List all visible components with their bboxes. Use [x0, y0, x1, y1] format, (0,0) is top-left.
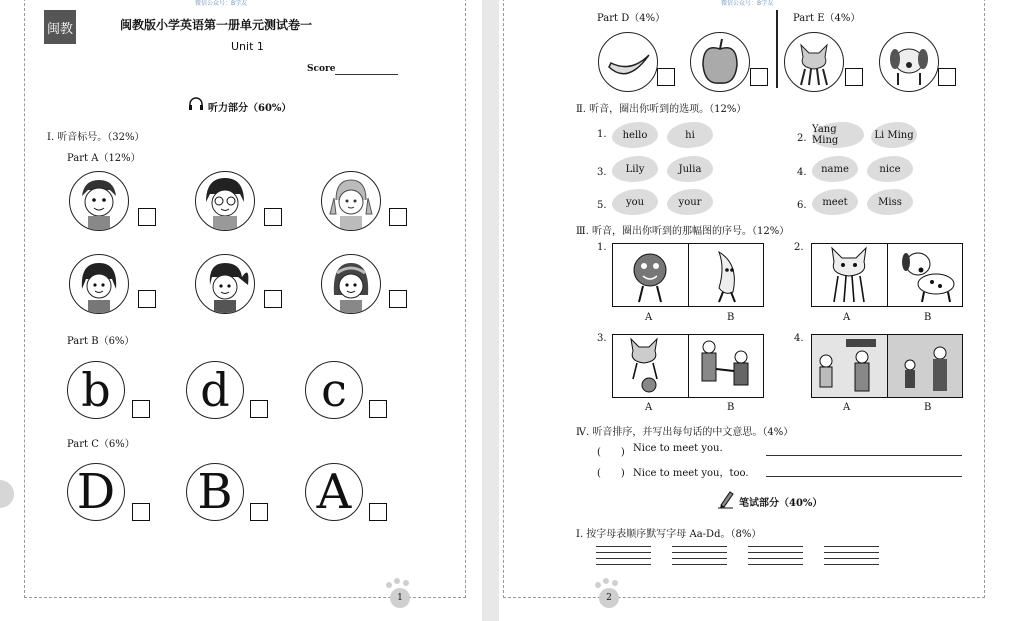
question-3-title: Ⅲ. 听音，圈出你听到的那幅图的序号。（12%）: [576, 226, 790, 237]
unit-title: Unit 1: [231, 40, 264, 53]
cat-picture[interactable]: [812, 244, 888, 306]
choice-option[interactable]: Lily: [612, 156, 658, 182]
item-number: 2.: [794, 242, 804, 253]
logo-text: 闽教: [44, 10, 76, 44]
pencil-icon: [717, 489, 735, 513]
choice-option[interactable]: hi: [667, 122, 713, 148]
girl-ponytail-picture: [195, 254, 255, 314]
item-number: 6.: [797, 200, 807, 211]
choice-option[interactable]: you: [612, 189, 658, 215]
answer-box[interactable]: [845, 68, 863, 86]
letter-circle: A: [305, 463, 363, 521]
option-b-label: B: [924, 402, 932, 413]
part-c-title: Part C（6%）: [67, 439, 135, 450]
handwriting-lines[interactable]: [672, 546, 727, 570]
choice-option[interactable]: name: [812, 156, 858, 182]
item-number: 4.: [797, 167, 807, 178]
letter-circle: B: [186, 463, 244, 521]
page-number: 1: [390, 588, 410, 608]
header-watermark: 微信公众号：B学友: [195, 0, 248, 7]
girl-with-pigtails-picture: [321, 171, 381, 231]
option-b-label: B: [924, 312, 932, 323]
choice-option[interactable]: Yang Ming: [812, 122, 864, 148]
classroom-scene-picture[interactable]: [812, 335, 888, 397]
answer-line[interactable]: [766, 476, 962, 477]
choice-option[interactable]: nice: [867, 156, 913, 182]
cat-with-apple-picture[interactable]: [613, 335, 689, 397]
question-4-title: Ⅳ. 听音排序，并写出每句话的中文意思。（4%）: [576, 427, 794, 438]
score-line: [335, 74, 398, 75]
paw-decoration: [612, 580, 618, 586]
worksheet-page-1: [0, 0, 482, 621]
letter-circle: c: [305, 361, 363, 419]
part-d-title: Part D（4%）: [597, 13, 666, 24]
answer-box[interactable]: [938, 68, 956, 86]
answer-box[interactable]: [138, 208, 156, 226]
item-number: 3.: [597, 167, 607, 178]
cat-picture: [784, 32, 844, 92]
option-a-label: A: [843, 312, 851, 323]
option-b-label: B: [727, 312, 735, 323]
paw-decoration: [403, 580, 409, 586]
choice-option[interactable]: your: [667, 189, 713, 215]
answer-box[interactable]: [750, 68, 768, 86]
worksheet-page-2: [499, 0, 1016, 621]
option-b-label: B: [727, 402, 735, 413]
part-a-title: Part A（12%）: [67, 153, 141, 164]
paw-decoration: [386, 582, 392, 588]
boy-face-picture: [69, 171, 129, 231]
option-a-label: A: [645, 312, 653, 323]
item-number: 1.: [597, 242, 607, 253]
writing-section-title: 笔试部分（40%）: [739, 498, 823, 509]
answer-box[interactable]: [389, 290, 407, 308]
answer-box[interactable]: [250, 400, 268, 418]
score-label: Score: [307, 64, 336, 74]
picture-pair: [612, 334, 764, 398]
question-1-title: Ⅰ. 听音标号。（32%）: [47, 132, 145, 143]
answer-box[interactable]: [369, 503, 387, 521]
girl-headband-picture: [321, 254, 381, 314]
dog-picture: [879, 32, 939, 92]
banana-picture: [598, 32, 658, 92]
choice-option[interactable]: Julia: [667, 156, 713, 182]
answer-box[interactable]: [250, 503, 268, 521]
option-a-label: A: [843, 402, 851, 413]
order-bracket[interactable]: ( ): [597, 447, 625, 458]
people-shaking-hands-picture[interactable]: [689, 335, 763, 397]
handwriting-lines[interactable]: [824, 546, 879, 570]
part-b-title: Part B（6%）: [67, 336, 135, 347]
paw-decoration: [603, 578, 609, 584]
apple-picture: [690, 32, 750, 92]
handwriting-lines[interactable]: [748, 546, 803, 570]
divider: [776, 10, 778, 88]
letter-circle: d: [186, 361, 244, 419]
banana-character-picture[interactable]: [689, 244, 763, 306]
headphones-icon: [188, 96, 204, 115]
sentence-text: Nice to meet you.: [633, 443, 723, 454]
choice-option[interactable]: Miss: [867, 189, 913, 215]
answer-box[interactable]: [657, 68, 675, 86]
answer-box[interactable]: [132, 503, 150, 521]
item-number: 2.: [797, 133, 807, 144]
page-title: 闽教版小学英语第一册单元测试卷一: [120, 18, 313, 32]
handwriting-lines[interactable]: [596, 546, 651, 570]
item-number: 3.: [597, 333, 607, 344]
question-2-title: Ⅱ. 听音，圈出你听到的选项。（12%）: [576, 104, 747, 115]
answer-box[interactable]: [132, 400, 150, 418]
sentence-text: Nice to meet you，too.: [633, 468, 749, 479]
listening-section-title: 听力部分（60%）: [208, 103, 292, 114]
answer-box[interactable]: [264, 290, 282, 308]
letter-circle: b: [67, 361, 125, 419]
girl-with-glasses-picture: [195, 171, 255, 231]
picture-pair: [612, 243, 764, 307]
header-watermark: 微信公众号：B学友: [721, 0, 774, 7]
order-bracket[interactable]: ( ): [597, 468, 625, 479]
item-number: 4.: [794, 333, 804, 344]
choice-option[interactable]: hello: [612, 122, 658, 148]
choice-option[interactable]: Li Ming: [871, 122, 917, 148]
paw-decoration: [595, 582, 601, 588]
teacher-and-girl-picture[interactable]: [888, 335, 962, 397]
picture-pair: [811, 243, 963, 307]
answer-line[interactable]: [766, 455, 962, 456]
picture-pair: [811, 334, 963, 398]
option-a-label: A: [645, 402, 653, 413]
apple-character-picture[interactable]: [613, 244, 689, 306]
answer-box[interactable]: [138, 290, 156, 308]
page-number: 2: [599, 588, 619, 608]
paw-decoration: [394, 578, 400, 584]
choice-option[interactable]: meet: [812, 189, 858, 215]
answer-box[interactable]: [369, 400, 387, 418]
publisher-logo: [44, 10, 82, 50]
girl-short-hair-picture: [69, 254, 129, 314]
letter-circle: D: [67, 463, 125, 521]
item-number: 5.: [597, 200, 607, 211]
writing-question-1-title: Ⅰ. 按字母表顺序默写字母 Aa-Dd。（8%）: [576, 529, 762, 540]
item-number: 1.: [597, 129, 607, 140]
part-e-title: Part E（4%）: [793, 13, 861, 24]
dog-picture[interactable]: [888, 244, 962, 306]
answer-box[interactable]: [264, 208, 282, 226]
answer-box[interactable]: [389, 208, 407, 226]
